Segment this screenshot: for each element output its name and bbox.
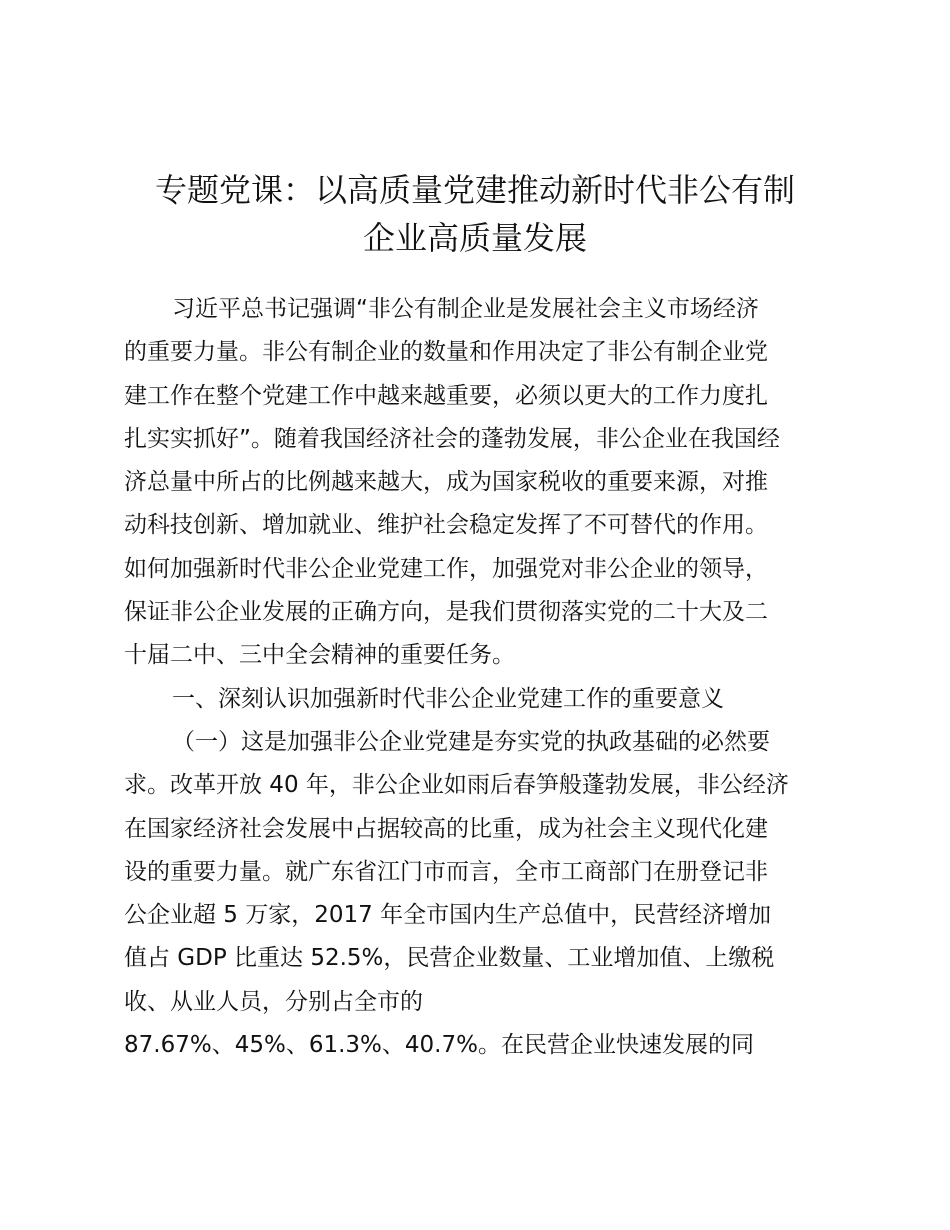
- paragraph-section1-line-8: 87.67%、45%、61.3%、40.7%。在民营企业快速发展的同: [124, 1032, 754, 1059]
- paragraph-section1-line-2: 求。改革开放 40 年，非公企业如雨后春笋般蓬勃发展，非公经济: [124, 772, 789, 799]
- paragraph-intro-line-4: 扎实实抓好”。随着我国经济社会的蓬勃发展，非公企业在我国经: [124, 425, 780, 452]
- title-line-1: 专题党课：以高质量党建推动新时代非公有制: [154, 171, 795, 209]
- paragraph-section1-line-5: 公企业超 5 万家，2017 年全市国内生产总值中，民营经济增加: [124, 902, 772, 929]
- paragraph-section1-line-1: （一）这是加强非公企业党建是夯实党的执政基础的必然要: [172, 728, 770, 755]
- paragraph-intro-line-5: 济总量中所占的比例越来越大，成为国家税收的重要来源，对推: [124, 469, 768, 496]
- paragraph-intro-line-7: 如何加强新时代非公企业党建工作，加强党对非公企业的领导，: [124, 555, 768, 582]
- paragraph-intro-line-8: 保证非公企业发展的正确方向，是我们贯彻落实党的二十大及二: [124, 599, 768, 626]
- paragraph-intro-line-6: 动科技创新、增加就业、维护社会稳定发挥了不可替代的作用。: [124, 512, 768, 539]
- paragraph-intro-line-3: 建工作在整个党建工作中越来越重要，必须以更大的工作力度扎: [124, 382, 768, 409]
- document-body: [124, 288, 836, 1067]
- paragraph-section1-line-4: 设的重要力量。就广东省江门市而言，全市工商部门在册登记非: [124, 858, 768, 885]
- paragraph-intro-line-1: 习近平总书记强调“非公有制企业是发展社会主义市场经济: [172, 296, 759, 322]
- paragraph-intro-line-2: 的重要力量。非公有制企业的数量和作用决定了非公有制企业党: [124, 339, 768, 366]
- document-title: [100, 166, 850, 262]
- section-heading-1: 一、深刻认识加强新时代非公企业党建工作的重要意义: [172, 685, 724, 712]
- title-line-2: 企业高质量发展: [362, 219, 587, 257]
- paragraph-section1-line-6: 值占 GDP 比重达 52.5%，民营企业数量、工业增加值、上缴税: [124, 945, 775, 972]
- paragraph-intro-line-9: 十届二中、三中全会精神的重要任务。: [124, 642, 515, 669]
- paragraph-section1-line-3: 在国家经济社会发展中占据较高的比重，成为社会主义现代化建: [124, 815, 768, 842]
- paragraph-section1-line-7: 收、从业人员，分别占全市的: [124, 988, 423, 1015]
